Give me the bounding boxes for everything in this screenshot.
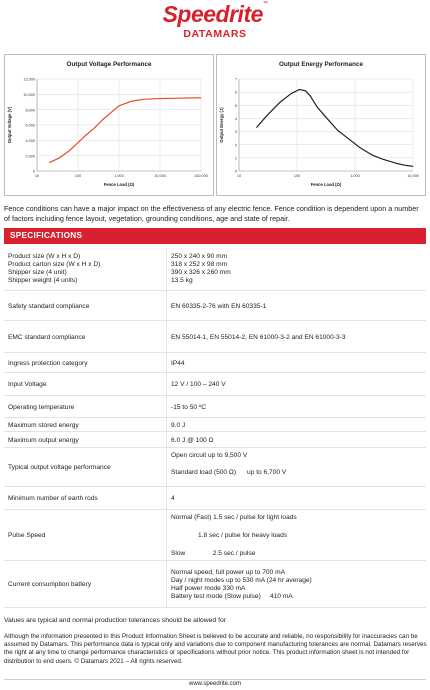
energy-chart-svg	[217, 55, 425, 195]
series-line	[256, 90, 413, 167]
spec-value: Slow 2.5 sec / pulse	[171, 550, 256, 557]
y-tick-label: 7	[234, 77, 237, 82]
y-tick-label: 5	[234, 103, 237, 108]
spec-label: Maximum output energy	[8, 436, 79, 444]
spec-value: 6.0 J @ 100 Ω	[171, 436, 214, 444]
y-tick-label: 2	[234, 143, 237, 148]
spec-row	[4, 292, 426, 321]
spec-value: Open circuit up to 9,500 V	[171, 452, 248, 459]
chart-title: Output Voltage Performance	[66, 61, 152, 68]
spec-row	[4, 322, 426, 353]
spec-value: Normal (Fast) 1.5 sec / pulse for light loads	[171, 514, 297, 521]
spec-row	[4, 488, 426, 510]
brand-subtitle: DATAMARS	[183, 28, 247, 40]
spec-value: 12 V / 100 – 240 V	[171, 381, 226, 388]
spec-row	[4, 433, 426, 448]
spec-label: Typical output voltage performance	[8, 464, 111, 471]
brand-logo	[0, 1, 430, 28]
spec-label: Input Voltage	[8, 381, 47, 388]
spec-label: Safety standard compliance	[8, 302, 90, 310]
spec-row	[4, 354, 426, 373]
spec-value: EN 55014-1, EN 55014-2, EN 61000-3-2 and EN 61000-3-3	[171, 333, 346, 341]
spec-row	[4, 247, 426, 291]
spec-label: Shipper size (4 unit)	[8, 269, 67, 276]
spec-label: EMC standard compliance	[8, 333, 86, 341]
spec-row	[4, 449, 426, 487]
y-tick-label: 2,000	[25, 154, 35, 159]
voltage-chart	[4, 54, 214, 196]
y-tick-label: 0	[234, 169, 237, 174]
spec-label: Ingress protection category	[8, 359, 88, 367]
spec-value: 9.0 J	[171, 421, 186, 429]
spec-value: 318 x 252 x 98 mm	[171, 261, 228, 268]
y-tick-label: 4,000	[25, 138, 35, 143]
x-tick-label: 1,000	[350, 174, 360, 178]
chart-title: Output Energy Performance	[279, 61, 363, 68]
spec-value: Battery test mode (Slow pulse) 410 mA	[171, 593, 293, 600]
spec-value: Day / night modes up to 530 mA (24 hr average)	[171, 577, 312, 584]
spec-row	[4, 511, 426, 561]
y-tick-label: 12,000	[23, 77, 35, 82]
y-tick-label: 6,000	[25, 123, 35, 128]
x-axis-label: Fence Load (Ω)	[310, 182, 342, 187]
spec-value: 13.5 kg	[171, 277, 193, 284]
y-tick-label: 4	[234, 117, 237, 122]
y-tick-label: 8,000	[25, 108, 35, 113]
specifications-header: SPECIFICATIONS	[4, 228, 426, 244]
spec-value: 4	[171, 495, 175, 502]
spec-label: Operating temperature	[8, 403, 75, 411]
x-tick-label: 10,000	[407, 174, 419, 178]
energy-chart	[216, 54, 426, 196]
spec-label: Minimum number of earth rods	[8, 495, 98, 502]
y-tick-label: 0	[32, 169, 35, 174]
y-tick-label: 3	[234, 130, 237, 135]
x-tick-label: 10	[236, 174, 242, 178]
footer-divider	[4, 679, 426, 680]
spec-label: Current consumption battery	[8, 581, 92, 588]
disclaimer-text: Although the information presented in this Product Information Sheet is believed to be accurate and reliable, no responsibility for inaccuracies can be assumed by Datamars. This performance data is typical only and variations due to component manufacturing tolerances are normal. Datamars reserves the right at any time to change performance characteristics or specifications without prior notice. This product information sheet is not intended for distribution to end users. © Datamars 2021 – All rights reserved.	[4, 633, 427, 665]
voltage-chart-svg	[5, 55, 213, 195]
spec-label: Maximum stored energy	[8, 421, 79, 429]
x-axis-label: Fence Load (Ω)	[103, 182, 135, 187]
spec-value: EN 60335-2-76 with EN 60335-1	[171, 302, 267, 310]
series-line	[49, 98, 201, 163]
spec-value: -15 to 50 ºC	[171, 403, 207, 411]
y-tick-label: 10,000	[23, 92, 35, 97]
intro-text: Fence conditions can have a major impact on the effectiveness of any electric fence. Fence condition is dependent upon a number of factors including fence layout, vegetation, grounding conditions, age and state of repair.	[4, 204, 419, 224]
x-tick-label: 100,000	[194, 174, 208, 178]
y-axis-label: Output Energy (J)	[219, 107, 224, 143]
spec-row	[4, 374, 426, 396]
spec-value: 1.8 sec / pulse for heavy loads	[198, 532, 288, 539]
spec-row	[4, 397, 426, 418]
page-header	[0, 0, 430, 46]
spec-value: IP44	[171, 359, 185, 367]
x-tick-label: 10	[34, 174, 40, 178]
spec-label: Product carton size (W x H x D)	[8, 261, 101, 268]
x-tick-label: 100	[74, 174, 82, 178]
spec-value: 390 x 326 x 260 mm	[171, 269, 231, 276]
spec-row	[4, 419, 426, 432]
y-tick-label: 1	[234, 156, 237, 161]
x-tick-label: 100	[293, 174, 301, 178]
spec-value: Normal speed, full power up to 700 mA	[171, 569, 285, 576]
spec-label: Pulse Speed	[8, 532, 46, 539]
spec-label: Shipper weight (4 units)	[8, 277, 78, 284]
x-tick-label: 10,000	[154, 174, 166, 178]
spec-value: Standard load (500 Ω) up to 6,700 V	[171, 469, 287, 476]
tolerance-note: Values are typical and normal production tolerances should be allowed for	[4, 617, 227, 624]
y-axis-label: Output Voltage (V)	[7, 106, 12, 144]
x-tick-label: 1,000	[114, 174, 124, 178]
spec-value: 250 x 240 x 90 mm	[171, 253, 228, 260]
brand-trademark: ™	[262, 1, 268, 7]
spec-row	[4, 562, 426, 608]
brand-name: Speedrite	[162, 1, 263, 27]
spec-value: Half power mode 330 mA	[171, 585, 246, 592]
website-link[interactable]: www.speedrite.com	[188, 681, 242, 687]
y-tick-label: 6	[234, 90, 237, 95]
spec-label: Product size (W x H x D)	[8, 253, 81, 260]
